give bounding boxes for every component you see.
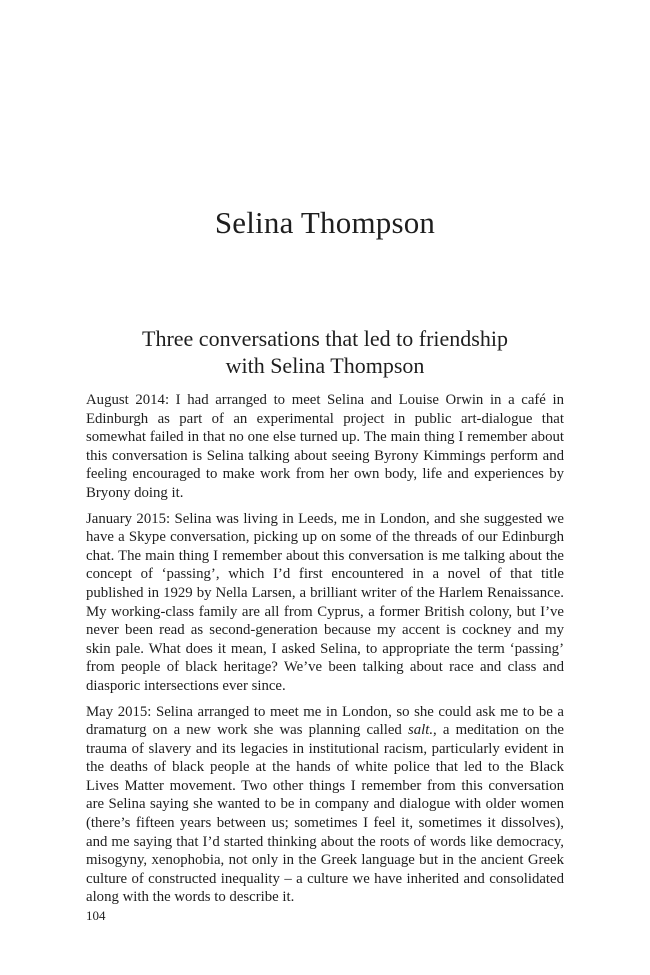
section-title-line-2: with Selina Thompson: [225, 353, 425, 378]
paragraph-may-2015-start: May 2015: Selina arranged to meet me in London, so she could ask me to be a dramaturg on a new work she was planning called: [86, 703, 564, 739]
work-title-salt: salt.: [407, 722, 434, 739]
body-text: [86, 391, 564, 914]
paragraph-may-2015-end: , a meditation on the trauma of slavery and its legacies in institutional racism, particularly evident in the deaths of black people at the hands of white police that led to the Black Lives Matter movement. Two other things I remember from this conversation are Selina saying she wanted to be in company and dialogue with older women (there’s fifteen years between us; sometimes I feel it, sometimes it dissolves), and me saying that I’d started thinking about the roots of words like democracy, misogyny, xenophobia, not only in the Greek language but in the ancient Greek culture of constructed inequality – a culture we have inherited and consolidated along with the words to describe it.: [86, 722, 564, 906]
paragraph-august-2014: August 2014: I had arranged to meet Selina and Louise Orwin in a café in Edinburgh as part of an experimental project in public art-dialogue that somewhat failed in that no one else turned up. The main thing I remember about this conversation is Selina talking about seeing Byrony Kimmings perform and feeling encouraged to make work from her own body, life and experiences by Bryony doing it.: [86, 392, 564, 501]
page-number: 104: [86, 908, 106, 923]
paragraph-may-2015: [86, 703, 564, 908]
chapter-title: Selina Thompson: [214, 205, 436, 240]
section-title-line-1: Three conversations that led to friendship: [142, 326, 508, 351]
paragraph-january-2015: January 2015: Selina was living in Leeds, me in London, and she suggested we have a Skype conversation, picking up on some of the threads of our Edinburgh chat. The main thing I remember about this conversation is me talking about the concept of ‘passing’, which I’d first encountered in a novel of that title published in 1929 by Nella Larsen, a brilliant writer of the Harlem Renaissance. My working-class family are all from Cyprus, a former British colony, but I’ve never been read as second-generation because my accent is cockney and my skin pale. What does it mean, I asked Selina, to appropriate the term ‘passing’ from people of black heritage? We’ve been talking about race and class and diasporic intersections ever since.: [86, 510, 564, 694]
section-title: [86, 325, 564, 379]
